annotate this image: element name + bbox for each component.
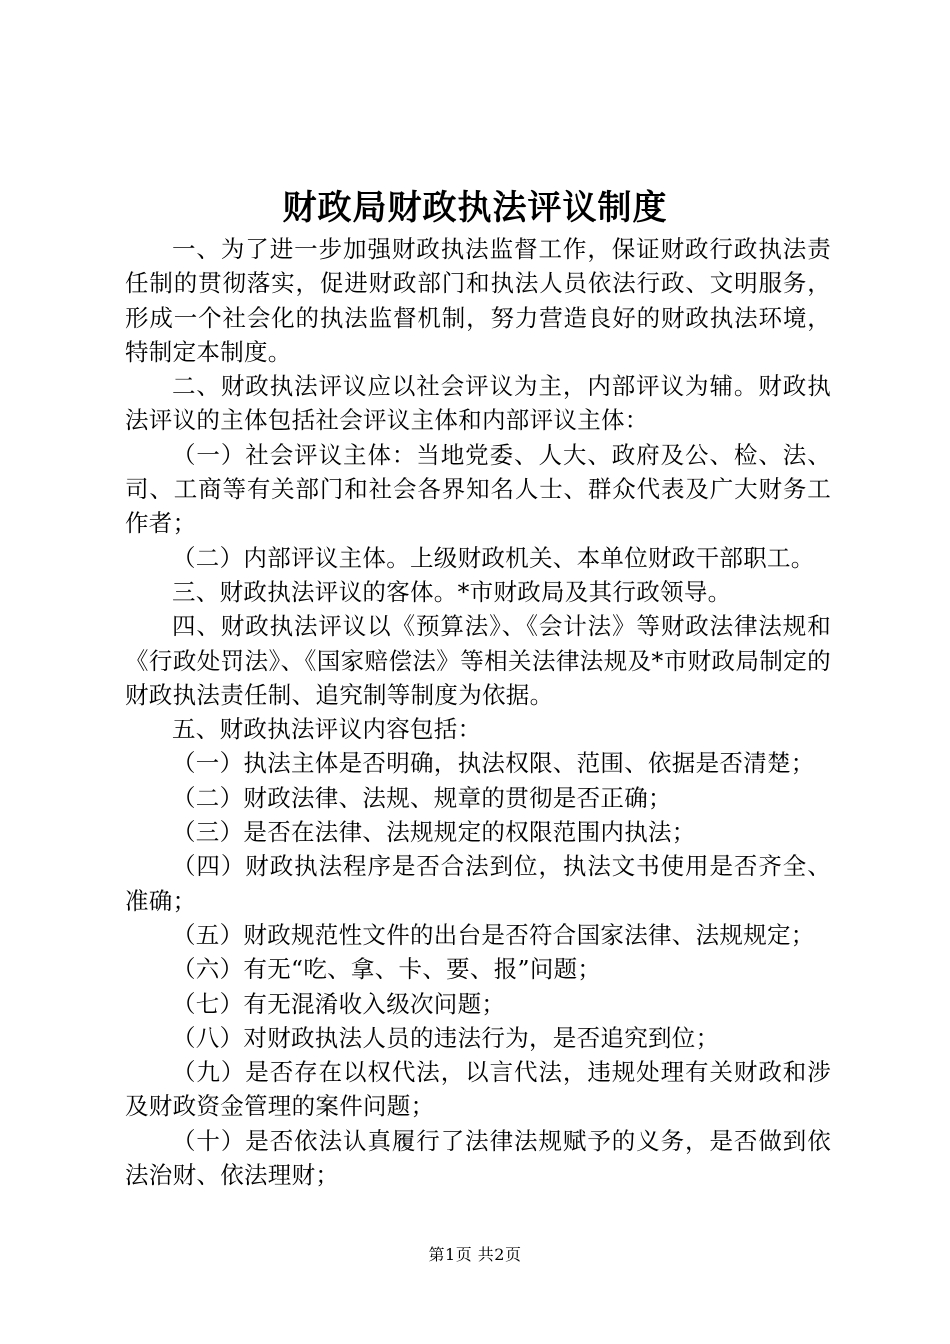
paragraph: 二、财政执法评议应以社会评议为主，内部评议为辅。财政执法评议的主体包括社会评议主体和内部评议主体： xyxy=(125,372,831,435)
paragraph: （八）对财政执法人员的违法行为，是否追究到位； xyxy=(172,1023,720,1052)
paragraph: （七）有无混淆收入级次问题； xyxy=(172,989,506,1018)
paragraph: （九）是否存在以权代法，以言代法，违规处理有关财政和涉及财政资金管理的案件问题； xyxy=(125,1058,831,1121)
paragraph: （五）财政规范性文件的出台是否符合国家法律、法规规定； xyxy=(172,920,815,949)
paragraph: （一）执法主体是否明确，执法权限、范围、依据是否清楚； xyxy=(172,749,815,778)
paragraph: （二）财政法律、法规、规章的贯彻是否正确； xyxy=(172,783,672,812)
paragraph: （十）是否依法认真履行了法律法规赋予的义务，是否做到依法治财、依法理财； xyxy=(125,1126,831,1190)
paragraph: （一）社会评议主体：当地党委、人大、政府及公、检、法、司、工商等有关部门和社会各界知名人士、群众代表及广大财务工作者； xyxy=(125,440,831,538)
paragraph: （四）财政执法程序是否合法到位，执法文书使用是否齐全、准确； xyxy=(125,852,831,915)
paragraph: 四、财政执法评议以《预算法》、《会计法》等财政法律法规和《行政处罚法》、《国家赔偿法》等相关法律法规及*市财政局制定的财政执法责任制、追究制等制度为依据。 xyxy=(125,612,831,709)
paragraph: （二）内部评议主体。上级财政机关、本单位财政干部职工。 xyxy=(172,543,815,572)
document-body xyxy=(125,232,831,1192)
paragraph: 五、财政执法评议内容包括： xyxy=(172,715,482,744)
document-title: 财政局财政执法评议制度 xyxy=(282,188,668,228)
paragraph: （六）有无“吃、拿、卡、要、报”问题； xyxy=(172,955,602,984)
paragraph: （三）是否在法律、法规规定的权限范围内执法； xyxy=(172,818,696,847)
paragraph: 一、为了进一步加强财政执法监督工作，保证财政行政执法责任制的贯彻落实，促进财政部门和执法人员依法行政、文明服务，形成一个社会化的执法监督机制，努力营造良好的财政执法环境，特制定本制度。 xyxy=(125,235,831,366)
paragraph: 三、财政执法评议的客体。*市财政局及其行政领导。 xyxy=(172,577,732,606)
page-footer: 第1页 共2页 xyxy=(428,1245,522,1264)
